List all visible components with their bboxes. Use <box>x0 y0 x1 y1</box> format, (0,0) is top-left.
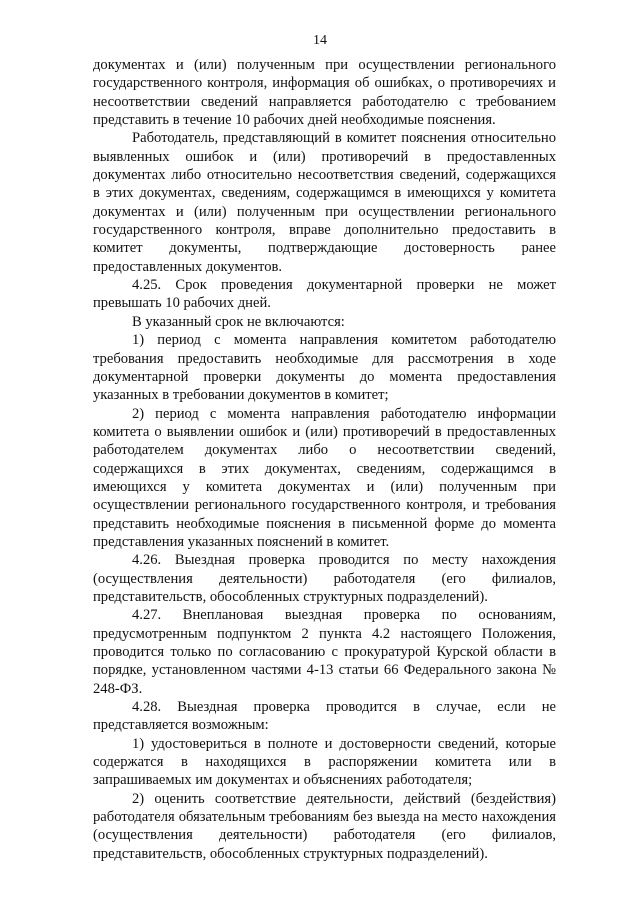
paragraph-employer-explanations: Работодатель, представляющий в комитет пояснения относительно выявленных ошибок и (или) противоречий в предоставленных документах либо относительно несоответствия сведений, содержащихся в этих документах, сведениям, содержащимся в имеющихся у комитета документах и (или) полученным при осуществлении регионального государственного контроля, вправе дополнительно предоставить в комитет документы, подтверждающие достоверность ранее предоставленных документов. <box>93 130 556 275</box>
list-item-period-1: 1) период с момента направления комитетом работодателю требования предоставить необходимые для рассмотрения в ходе документарной проверки документы до момента предоставления указанных в требовании документов в комитет; <box>93 332 556 404</box>
document-body <box>93 56 556 863</box>
list-item-condition-2: 2) оценить соответствие деятельности, действий (бездействия) работодателя обязательным требованиям без выезда на место нахождения (осуществления деятельности) работодателя (его филиалов, представительств, обособленных структурных подразделений). <box>93 790 556 862</box>
paragraph-continuation: документах и (или) полученным при осуществлении регионального государственного контроля, информация об ошибках, о противоречиях и несоответствии сведений направляется работодателю с требованием представить в течение 10 рабочих дней необходимые пояснения. <box>93 57 556 129</box>
paragraph-4-27: 4.27. Внеплановая выездная проверка по основаниям, предусмотренным подпунктом 2 пункта 4.2 настоящего Положения, проводится только по согласованию с прокуратурой Курской области в порядке, установленном частями 4-13 статьи 66 Федерального закона № 248-ФЗ. <box>93 607 556 697</box>
page-number: 14 <box>313 33 327 48</box>
paragraph-4-26: 4.26. Выездная проверка проводится по месту нахождения (осуществления деятельности) работодателя (его филиалов, представительств, обособленных структурных подразделений). <box>93 552 556 605</box>
paragraph-excluded-periods: В указанный срок не включаются: <box>132 313 345 330</box>
paragraph-4-25: 4.25. Срок проведения документарной проверки не может превышать 10 рабочих дней. <box>93 277 556 312</box>
list-item-condition-1: 1) удостовериться в полноте и достоверности сведений, которые содержатся в находящихся в распоряжении комитета или в запрашиваемых им документах и объяснениях работодателя; <box>93 735 556 789</box>
paragraph-4-28: 4.28. Выездная проверка проводится в случае, если не представляется возможным: <box>93 699 556 734</box>
list-item-period-2: 2) период с момента направления работодателю информации комитета о выявлении ошибок и (или) противоречий в предоставленных работодателем документах либо о несоответствии сведений, содержащихся в этих документах, сведениям, содержащимся в имеющихся у комитета документах и (или) полученным при осуществлении регионального государственного контроля, и требования представить необходимые пояснения в письменной форме до момента представления указанных пояснений в комитет. <box>93 405 556 550</box>
